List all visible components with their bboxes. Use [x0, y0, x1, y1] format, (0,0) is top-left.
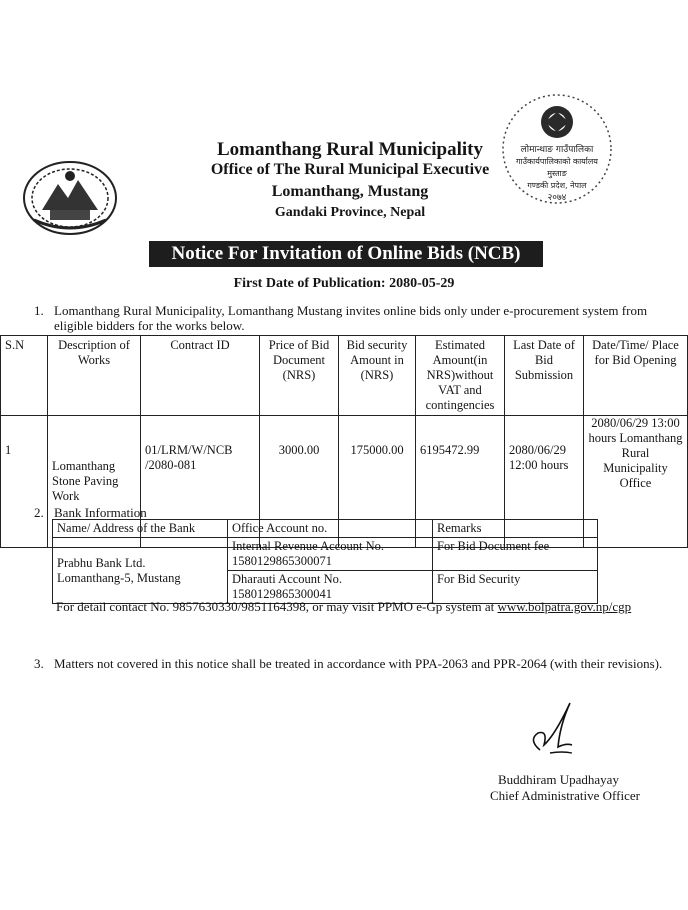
account-number: 1580129865300041 — [232, 587, 332, 601]
item3-text: Matters not covered in this notice shall be treated in accordance with PPA-2063 and PPR-2064 (with their revisions). — [54, 656, 663, 671]
cell-sn: 1 — [1, 416, 48, 548]
bank-cell — [53, 538, 228, 604]
item2-number: 2. — [34, 505, 44, 520]
account-name: Internal Revenue Account No. — [232, 539, 385, 553]
header-description: Description of Works — [48, 336, 141, 416]
cell-security: 175000.00 — [339, 416, 416, 548]
seal-line2: गाउँकार्यपालिकाको कार्यालय — [516, 157, 598, 166]
notice-title: Notice For Invitation of Online Bids (NCB) — [149, 241, 543, 267]
contact-line — [56, 599, 676, 614]
cell-contract-id: 01/LRM/W/NCB /2080-081 — [141, 416, 260, 548]
contact-text: For detail contact No. 9857630330/9851164398, or may visit PPMO e-Gp system at — [56, 599, 498, 614]
header-opening: Date/Time/ Place for Bid Opening — [584, 336, 688, 416]
seal-line4: गण्डकी प्रदेश, नेपाल — [527, 181, 587, 190]
province-name: Gandaki Province, Nepal — [274, 205, 426, 220]
account-name: Dharauti Account No. — [232, 572, 343, 586]
account-number: 1580129865300071 — [232, 554, 332, 568]
municipality-name: Lomanthang Rural Municipality — [216, 139, 484, 160]
bolpatra-link[interactable]: www.bolpatra.gov.np/cgp — [497, 599, 632, 614]
nepal-emblem-logo — [20, 158, 120, 238]
signature — [520, 695, 590, 765]
remark-cell: For Bid Security — [433, 571, 598, 604]
header-sn: S.N — [1, 336, 48, 416]
header-remarks: Remarks — [433, 520, 598, 538]
office-location: Lomanthang, Mustang — [271, 183, 429, 200]
bank-address: Lomanthang-5, Mustang — [57, 570, 181, 585]
signatory-name: Buddhiram Upadhayay — [498, 772, 619, 787]
header-estimate: Estimated Amount(in NRS)without VAT and contingencies — [416, 336, 505, 416]
table-row — [53, 538, 598, 571]
cell-price: 3000.00 — [260, 416, 339, 548]
remark-cell: For Bid Document fee — [433, 538, 598, 571]
item1-number: 1. — [34, 303, 44, 318]
seal-year: २०७४ — [547, 193, 567, 203]
header-last-date: Last Date of Bid Submission — [505, 336, 584, 416]
signatory-title: Chief Administrative Officer — [490, 788, 640, 803]
bank-name: Prabhu Bank Ltd. — [57, 555, 146, 570]
cell-opening: 2080/06/29 13:00 hours Lomanthang Rural Municipality Office — [584, 416, 688, 548]
header-price: Price of Bid Document (NRS) — [260, 336, 339, 416]
account-cell — [228, 538, 433, 571]
header-contract-id: Contract ID — [141, 336, 260, 416]
seal-line3: मुस्ताङ — [547, 169, 567, 178]
cell-last-date: 2080/06/29 12:00 hours — [505, 416, 584, 548]
item1-text: Lomanthang Rural Municipality, Lomanthang Mustang invites online bids only under e-procurement system from eligible bidders for the works below. — [54, 303, 648, 333]
bank-info-title: Bank Information — [54, 505, 147, 520]
cell-description: Lomanthang Stone Paving Work — [48, 416, 141, 548]
seal-line1: लोमान्थाङ गाउँपालिका — [520, 145, 594, 155]
cell-estimate: 6195472.99 — [416, 416, 505, 548]
header-security: Bid security Amount in (NRS) — [339, 336, 416, 416]
header-account: Office Account no. — [228, 520, 433, 538]
publication-date: First Date of Publication: 2080-05-29 — [233, 276, 455, 291]
bids-table-header — [1, 336, 688, 416]
header-bank: Name/ Address of the Bank — [53, 520, 228, 538]
item3-number: 3. — [34, 656, 44, 671]
office-name: Office of The Rural Municipal Executive — [210, 161, 490, 178]
bank-table — [52, 519, 598, 604]
bank-table-header — [53, 520, 598, 538]
